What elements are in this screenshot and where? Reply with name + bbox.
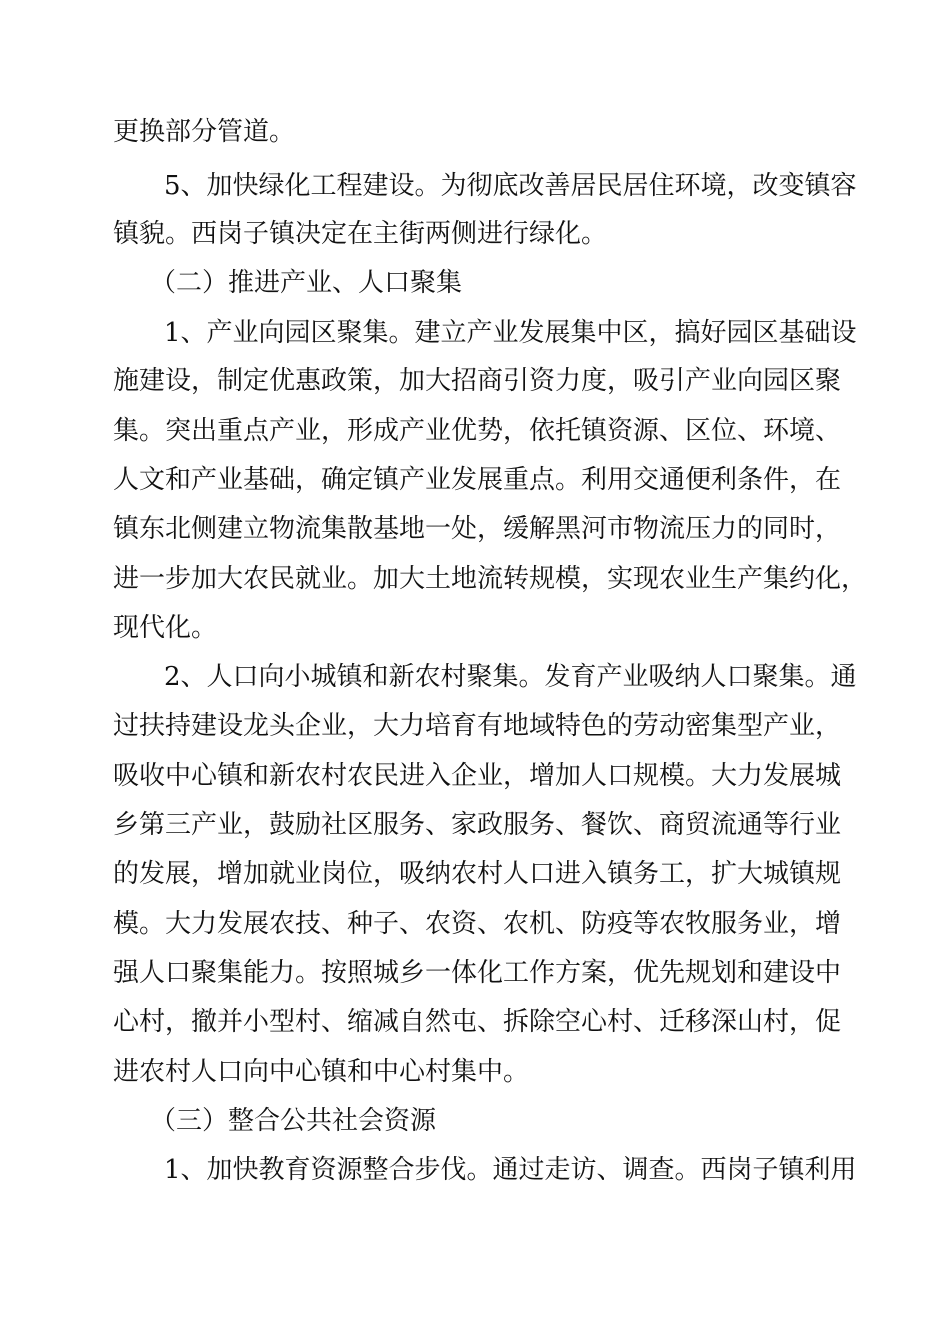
text-line: 5、加快绿化工程建设。为彻底改善居民居住环境，改变镇容 [164,171,857,201]
text-line: 镇貌。西岗子镇决定在主街两侧进行绿化。 [113,219,608,249]
text-line: 人文和产业基础，确定镇产业发展重点。利用交通便利条件，在 [113,465,842,495]
text-line: 进农村人口向中心镇和中心村集中。 [113,1057,530,1087]
text-line: 2、人口向小城镇和新农村聚集。发育产业吸纳人口聚集。通 [164,662,857,692]
section-heading: （三）整合公共社会资源 [150,1106,437,1136]
text-line: 强人口聚集能力。按照城乡一体化工作方案，优先规划和建设中 [113,958,842,988]
section-heading: （二）推进产业、人口聚集 [150,268,463,298]
text-line: 吸收中心镇和新农村农民进入企业，增加人口规模。大力发展城 [113,761,842,791]
text-line: 进一步加大农民就业。加大土地流转规模，实现农业生产集约化， [113,564,868,594]
text-line: 1、产业向园区聚集。建立产业发展集中区，搞好园区基础设 [164,318,857,348]
text-line: 乡第三产业，鼓励社区服务、家政服务、餐饮、商贸流通等行业 [113,810,842,840]
text-line: 心村，撤并小型村、缩减自然屯、拆除空心村、迁移深山村，促 [113,1007,842,1037]
text-line: 更换部分管道。 [113,117,296,147]
text-line: 模。大力发展农技、种子、农资、农机、防疫等农牧服务业，增 [113,909,842,939]
text-line: 1、加快教育资源整合步伐。通过走访、调查。西岗子镇利用 [164,1155,857,1185]
text-line: 过扶持建设龙头企业，大力培育有地域特色的劳动密集型产业， [113,711,842,741]
text-line: 集。突出重点产业，形成产业优势，依托镇资源、区位、环境、 [113,416,842,446]
text-line: 的发展，增加就业岗位，吸纳农村人口进入镇务工，扩大城镇规 [113,859,842,889]
text-line: 镇东北侧建立物流集散基地一处，缓解黑河市物流压力的同时， [113,514,842,544]
text-line: 施建设，制定优惠政策，加大招商引资力度，吸引产业向园区聚 [113,366,842,396]
text-line: 现代化。 [113,613,218,643]
